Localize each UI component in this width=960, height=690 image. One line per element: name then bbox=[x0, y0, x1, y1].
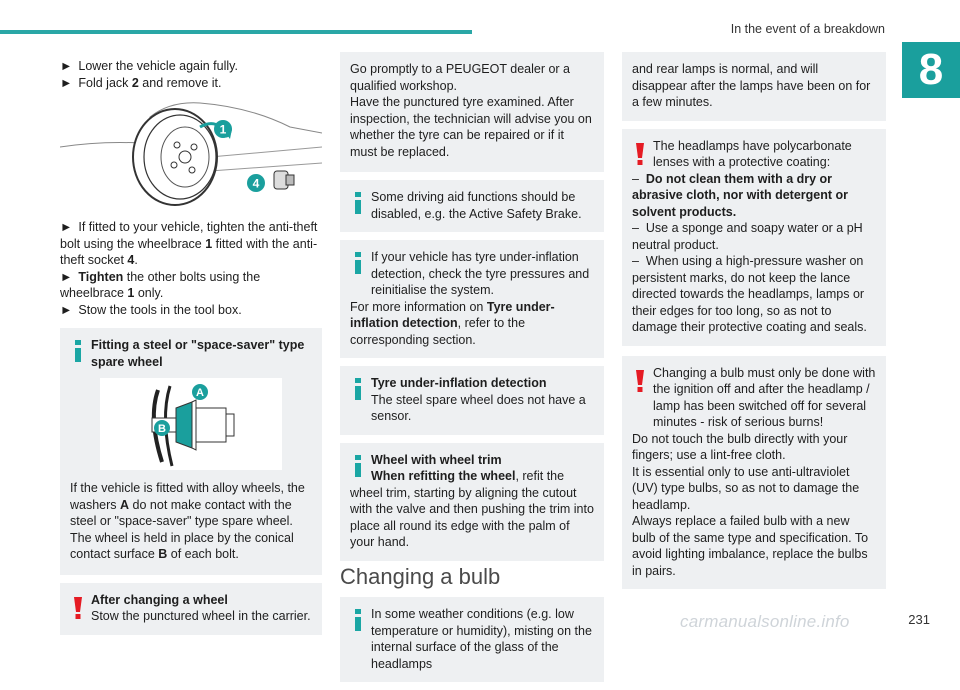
info-icon bbox=[351, 378, 365, 400]
wheel-trim-title: Wheel with wheel trim bbox=[371, 452, 502, 467]
arrow-icon: ► bbox=[60, 220, 73, 234]
misting-continued-box bbox=[622, 52, 886, 121]
bolt-washer-illustration bbox=[100, 378, 282, 470]
figure-label-1: 1 bbox=[219, 122, 227, 137]
figure-label-4: 4 bbox=[252, 176, 260, 191]
wheel-illustration bbox=[60, 97, 322, 209]
info-box-driving-aids bbox=[340, 180, 604, 232]
figure-label-b: B bbox=[158, 423, 166, 435]
after-change-text: Stow the punctured wheel in the carrier. bbox=[91, 609, 311, 623]
column-2 bbox=[340, 52, 604, 690]
spare-wheel-title: Fitting a steel or "space-saver" type spare wheel bbox=[91, 338, 305, 369]
arrow-icon: ► bbox=[60, 59, 73, 73]
tyre-detection-title: Tyre under-inflation detection bbox=[371, 376, 547, 390]
arrow-icon: ► bbox=[60, 269, 73, 284]
spare-wheel-text: If the vehicle is fitted with alloy wheels, the washers A do not make contact with the steel or "space-saver" type spare wheel. The wheel is held in place by the conical contact surface B of each bolt. bbox=[70, 481, 305, 561]
info-box-tyre-detection bbox=[340, 366, 604, 435]
after-change-title: After changing a wheel bbox=[91, 592, 228, 607]
arrow-icon: ► bbox=[60, 75, 73, 90]
warning-box-bulb-change bbox=[622, 356, 886, 590]
step-fold-jack: ► Fold jack 2 and remove it. bbox=[60, 75, 222, 90]
warning-icon bbox=[71, 597, 85, 619]
info-box-tyre-pressure bbox=[340, 240, 604, 358]
info-icon bbox=[351, 252, 365, 274]
bulb-change-p3: It is essential only to use anti-ultraviolet (UV) type bulbs, so as not to damage the headlamp. bbox=[632, 464, 860, 512]
dealer-text: Go promptly to a PEUGEOT dealer or a qualified workshop. Have the punctured tyre examined. After inspection, the technician will advise you on whether the tyre can be repaired or if it must be replaced. bbox=[350, 62, 592, 159]
tyre-pressure-text: If your vehicle has tyre under-inflation detection, check the tyre pressures and reinitialise the system. bbox=[371, 250, 590, 297]
step-lower-vehicle: ► Lower the vehicle again fully. bbox=[60, 59, 238, 73]
info-icon bbox=[351, 192, 365, 214]
info-box-spare-wheel bbox=[60, 328, 322, 575]
figure-label-a: A bbox=[196, 387, 204, 399]
warning-icon bbox=[633, 143, 647, 165]
column-1 bbox=[60, 58, 322, 643]
misting-text: In some weather conditions (e.g. low temperature or humidity), misting on the internal surface of the glass of the headlamps bbox=[371, 607, 592, 671]
step-tighten-anti-theft: ► If fitted to your vehicle, tighten the anti-theft bolt using the wheelbrace 1 fitted with the anti-theft socket 4. bbox=[60, 220, 318, 267]
step-tighten-bolts: ► Tighten the other bolts using the wheelbrace 1 only. bbox=[60, 269, 261, 300]
polycarbonate-item-2: – Use a sponge and soapy water or a pH neutral product. bbox=[632, 221, 863, 252]
bulb-change-lead: Changing a bulb must only be done with the ignition off and after the headlamp / lamp has been switched off for several minutes - risk of serious burns! bbox=[653, 365, 876, 429]
polycarbonate-item-3: – When using a high-pressure washer on persistent marks, do not keep the lance directed towards the headlamps, lamps or their edges for too long, so as not to damage their protective coating and seals. bbox=[632, 254, 867, 334]
header-accent-bar bbox=[0, 30, 472, 34]
page-number: 231 bbox=[908, 612, 930, 627]
warning-icon bbox=[633, 370, 647, 392]
wheel-trim-text: When refitting the wheel, refit the wheel trim, starting by aligning the cutout with the valve and then pushing the trim into place all round its edge with the palm of your hand. bbox=[350, 469, 594, 549]
polycarbonate-lead: The headlamps have polycarbonate lenses with a protective coating: bbox=[653, 138, 852, 169]
misting-continued-text: and rear lamps is normal, and will disappear after the lamps have been on for a few minutes. bbox=[632, 62, 871, 109]
step-stow-tools: ► Stow the tools in the tool box. bbox=[60, 302, 242, 317]
column-3 bbox=[622, 52, 886, 597]
section-title-changing-bulb: Changing a bulb bbox=[340, 563, 501, 589]
driving-aids-text: Some driving aid functions should be disabled, e.g. the Active Safety Brake. bbox=[371, 190, 582, 221]
chapter-tab: 8 bbox=[902, 42, 960, 98]
watermark: carmanualsonline.info bbox=[680, 612, 850, 631]
arrow-icon: ► bbox=[60, 302, 73, 317]
info-icon bbox=[351, 609, 365, 631]
bulb-change-p4: Always replace a failed bulb with a new bulb of the same type and specification. To avoid lighting imbalance, replace the bulbs in pairs. bbox=[632, 514, 869, 578]
warning-box-polycarbonate bbox=[622, 129, 886, 346]
info-box-wheel-trim bbox=[340, 443, 604, 561]
header-title: In the event of a breakdown bbox=[730, 22, 885, 36]
tyre-pressure-more: For more information on Tyre under-inflation detection, refer to the corresponding section. bbox=[350, 299, 555, 347]
dealer-box bbox=[340, 52, 604, 172]
bulb-change-p2: Do not touch the bulb directly with your fingers; use a lint-free cloth. bbox=[632, 431, 848, 462]
warning-box-after-change bbox=[60, 583, 322, 635]
tyre-detection-text: The steel spare wheel does not have a sensor. bbox=[371, 392, 586, 423]
info-icon bbox=[71, 340, 85, 362]
polycarbonate-item-1: – Do not clean them with a dry or abrasive cloth, nor with detergent or solvent products. bbox=[632, 171, 849, 219]
info-icon bbox=[351, 455, 365, 477]
